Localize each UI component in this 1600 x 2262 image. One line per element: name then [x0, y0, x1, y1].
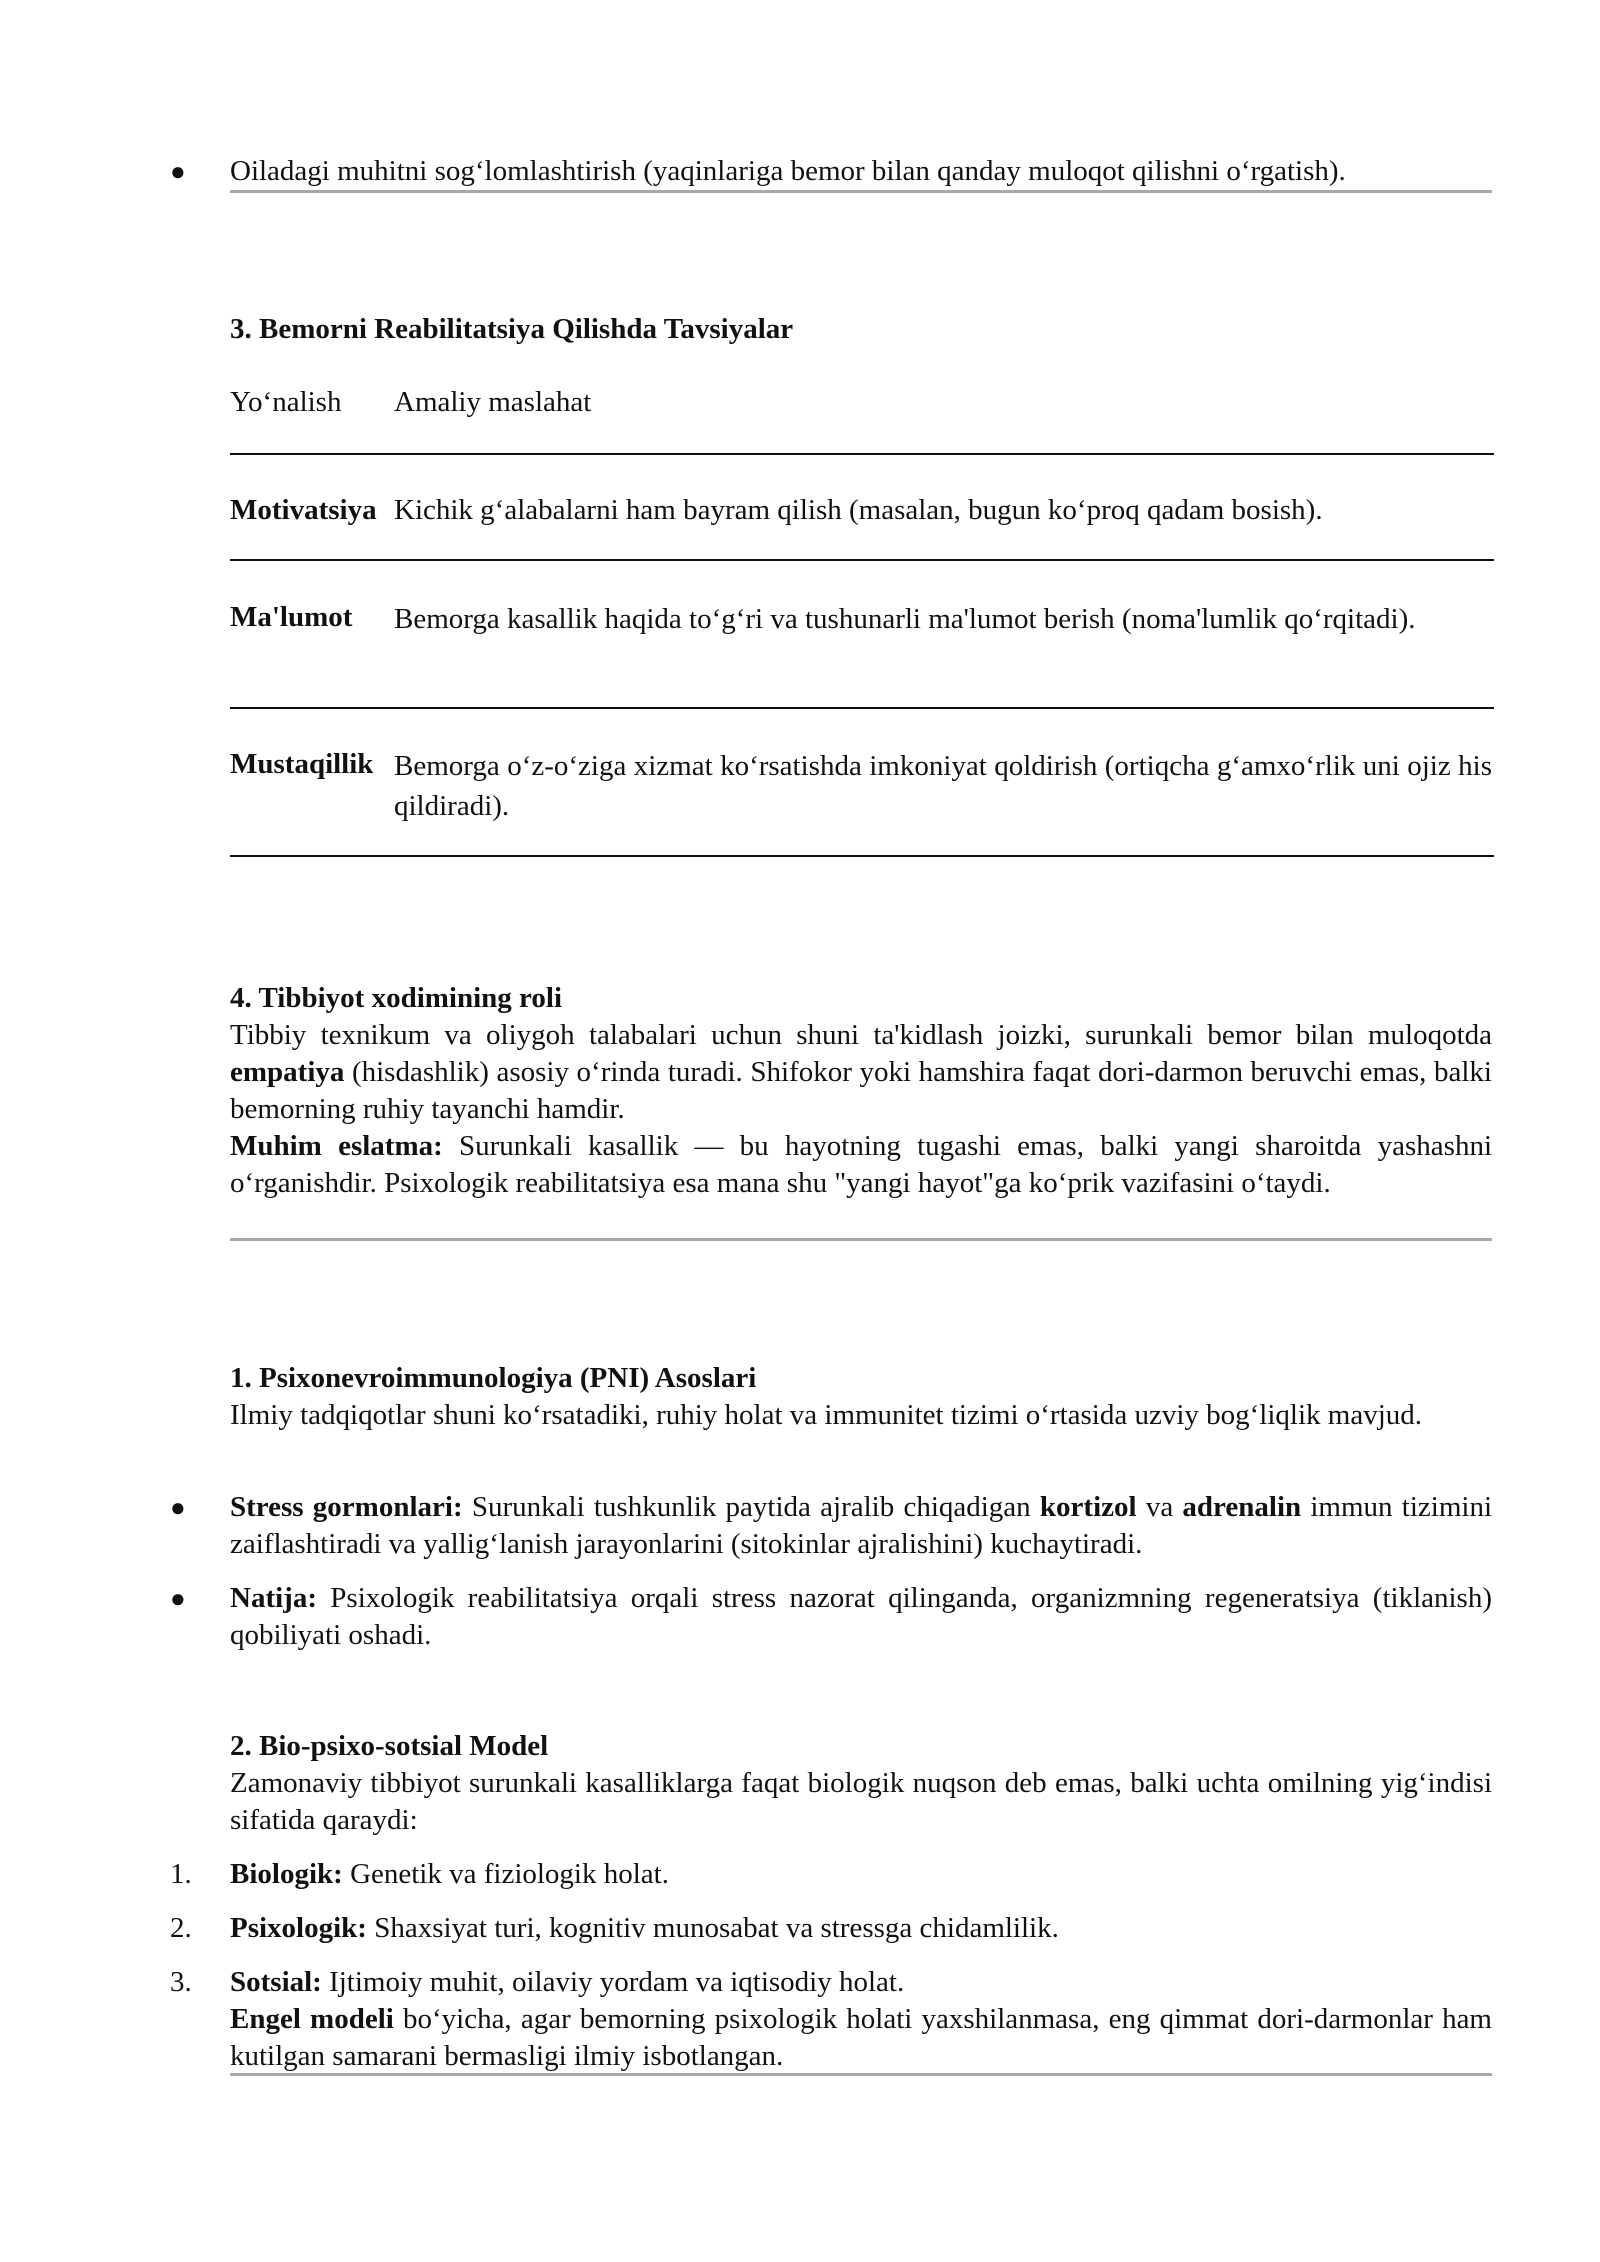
text-bold: Biologik:	[230, 1858, 343, 1890]
table-divider	[230, 855, 1494, 857]
table-divider	[230, 559, 1494, 561]
text: Surunkali tushkunlik paytida ajralib chiqadigan	[462, 1491, 1040, 1523]
list-item	[170, 1856, 1492, 1893]
note-label: Muhim eslatma:	[230, 1130, 443, 1162]
list-item-text	[230, 1856, 1492, 1893]
text: Tibbiy texnikum va oliygoh talabalari uchun shuni ta'kidlash joizki, surunkali bemor bilan muloqotda	[230, 1019, 1492, 1051]
text-bold: Psixologik:	[230, 1912, 367, 1944]
table-cell-term: Mustaqillik	[230, 748, 374, 780]
list-item-text	[230, 1489, 1492, 1563]
text-bold: Stress gormonlari:	[230, 1491, 463, 1523]
bullet-icon: ●	[170, 1584, 186, 1613]
bullet-icon: ●	[170, 157, 186, 186]
table-header-direction: Yo‘nalish	[230, 386, 342, 418]
table-cell-term: Motivatsiya	[230, 494, 377, 526]
table-divider	[230, 707, 1494, 709]
divider	[230, 2073, 1492, 2076]
list-item-text	[230, 1580, 1492, 1654]
list-item	[170, 153, 1492, 190]
list-item-text: Oiladagi muhitni sog‘lomlashtirish (yaqinlariga bemor bilan qanday muloqot qilishni o‘rgatish).	[230, 155, 1346, 187]
list-item	[170, 1964, 1492, 2001]
table-cell-advice: Kichik g‘alabalarni ham bayram qilish (masalan, bugun ko‘proq qadam bosish).	[394, 494, 1323, 526]
table-header-advice: Amaliy maslahat	[394, 386, 592, 418]
list-item-text	[230, 1964, 1492, 2001]
section-title: 1. Psixonevroimmunologiya (PNI) Asoslari	[230, 1362, 757, 1394]
table-cell-advice: Bemorga kasallik haqida to‘g‘ri va tushunarli ma'lumot berish (noma'lumlik qo‘rqitadi).	[394, 603, 1416, 635]
note-paragraph	[230, 1128, 1492, 1202]
paragraph	[230, 1017, 1492, 1128]
section-title: 4. Tibbiyot xodimining roli	[230, 982, 562, 1014]
text: Surunkali kasallik — bu hayotning tugashi emas, balki yangi sharoitda yashashni o‘rganishdir. Psixologik reabilitatsiya esa mana shu "yangi hayot"ga ko‘prik vazifasini o‘taydi.	[230, 1130, 1492, 1199]
text: (hisdashlik) asosiy o‘rinda turadi. Shifokor yoki hamshira faqat dori-darmon beruvchi emas, balki bemorning ruhiy tayanchi hamdir.	[230, 1056, 1492, 1125]
list-item	[170, 1489, 1492, 1563]
paragraph: Ilmiy tadqiqotlar shuni ko‘rsatadiki, ruhiy holat va immunitet tizimi o‘rtasida uzviy bog‘liqlik mavjud.	[230, 1399, 1423, 1431]
text-bold: empatiya	[230, 1056, 345, 1088]
section-title: 2. Bio-psixo-sotsial Model	[230, 1730, 549, 1762]
divider	[230, 190, 1492, 193]
list-number: 3.	[170, 1966, 192, 1998]
list-number: 2.	[170, 1912, 192, 1944]
text: immun tizimini zaiflashtiradi va yallig‘lanish jarayonlarini (sitokinlar ajralishini) kuchaytiradi.	[230, 1491, 1492, 1560]
list-number: 1.	[170, 1858, 192, 1890]
table-cell-advice: Bemorga o‘z-o‘ziga xizmat ko‘rsatishda imkoniyat qoldirish (ortiqcha g‘amxo‘rlik uni ojiz his qildiradi).	[394, 750, 1492, 822]
paragraph: Zamonaviy tibbiyot surunkali kasalliklarga faqat biologik nuqson deb emas, balki uchta omilning yig‘indisi sifatida qaraydi:	[230, 1767, 1492, 1836]
text-bold: Sotsial:	[230, 1966, 322, 1998]
text-bold: adrenalin	[1182, 1491, 1302, 1523]
list-item	[170, 1580, 1492, 1654]
list-item	[170, 1910, 1492, 1947]
engel-paragraph	[230, 2001, 1492, 2075]
text: Psixologik reabilitatsiya orqali stress nazorat qilinganda, organizmning regeneratsiya (tiklanish) qobiliyati oshadi.	[230, 1582, 1492, 1651]
text: Shaxsiyat turi, kognitiv munosabat va stressga chidamlilik.	[366, 1912, 1059, 1944]
section-title: 3. Bemorni Reabilitatsiya Qilishda Tavsiyalar	[230, 313, 794, 345]
text-bold: Natija:	[230, 1582, 317, 1614]
text: bo‘yicha, agar bemorning psixologik holati yaxshilanmasa, eng qimmat dori-darmonlar ham kutilgan samarani bermasligi ilmiy isbotlangan.	[230, 2003, 1492, 2072]
bullet-icon: ●	[170, 1493, 186, 1522]
text: Genetik va fiziologik holat.	[342, 1858, 669, 1890]
text-bold: kortizol	[1039, 1491, 1137, 1523]
table-cell-term: Ma'lumot	[230, 601, 353, 633]
divider	[230, 1238, 1492, 1241]
text: va	[1136, 1491, 1183, 1523]
table-divider	[230, 453, 1494, 455]
text: Ijtimoiy muhit, oilaviy yordam va iqtisodiy holat.	[321, 1966, 905, 1998]
text-bold: Engel modeli	[230, 2003, 394, 2035]
list-item-text	[230, 1910, 1492, 1947]
